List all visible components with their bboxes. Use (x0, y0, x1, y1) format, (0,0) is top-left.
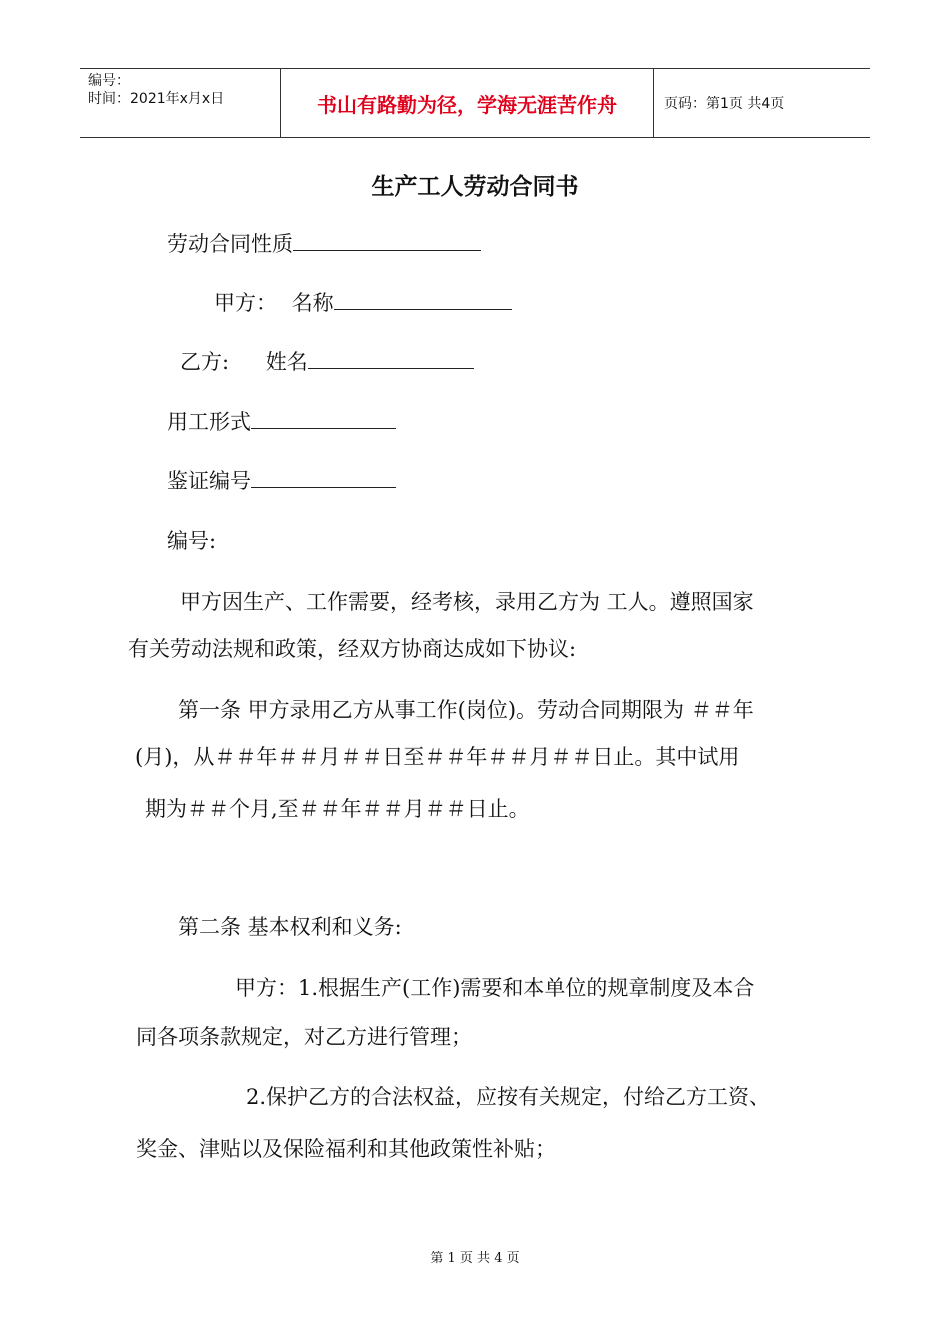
party-a-duty-1-line-1: 甲方：1.根据生产(工作)需要和本单位的规章制度及本合 (235, 976, 755, 1000)
document-header (80, 68, 870, 138)
verification-no-blank (251, 467, 396, 488)
document-title: 生产工人劳动合同书 (371, 173, 579, 200)
article-2-title: 第二条 基本权利和义务: (178, 915, 402, 939)
party-a-duty-2-line-2: 奖金、津贴以及保险福利和其他政策性补贴； (136, 1137, 556, 1161)
party-a-name-blank (334, 289, 512, 310)
contract-nature-field (167, 230, 481, 258)
header-page-info: 页码：第1页 共4页 (664, 96, 785, 112)
page-footer: 第 1 页 共 4 页 (430, 1251, 520, 1266)
party-b-name-label: 姓名 (265, 350, 308, 374)
contract-nature-label: 劳动合同性质 (167, 232, 293, 256)
header-time-label: 时间：2021年x月x日 (88, 91, 225, 107)
serial-no-label: 编号: (167, 529, 217, 553)
header-number-label: 编号： (88, 73, 130, 89)
party-b-field (180, 348, 474, 376)
verification-no-field (167, 467, 396, 495)
article-1-line-2: (月)，从＃＃年＃＃月＃＃日至＃＃年＃＃月＃＃日止。其中试用 (135, 745, 740, 769)
contract-nature-blank (293, 230, 481, 251)
party-a-name-label: 名称 (291, 291, 334, 315)
party-b-label: 乙方: (180, 350, 230, 374)
intro-line-1: 甲方因生产、工作需要，经考核，录用乙方为 工人。遵照国家 (180, 590, 754, 614)
employment-form-field (167, 408, 396, 436)
party-a-duty-2-line-1: 2.保护乙方的合法权益，应按有关规定，付给乙方工资、 (246, 1085, 771, 1109)
verification-no-label: 鉴证编号 (167, 469, 251, 493)
party-a-duty-1-line-2: 同各项条款规定，对乙方进行管理； (136, 1025, 472, 1049)
employment-form-label: 用工形式 (167, 410, 251, 434)
intro-line-2: 有关劳动法规和政策，经双方协商达成如下协议: (128, 637, 577, 661)
employment-form-blank (251, 408, 396, 429)
article-1-line-1: 第一条 甲方录用乙方从事工作(岗位)。劳动合同期限为 ＃＃年 (178, 698, 754, 722)
party-a-field (214, 289, 512, 317)
article-1-line-3: 期为＃＃个月,至＃＃年＃＃月＃＃日止。 (145, 797, 530, 821)
party-a-label: 甲方： (214, 291, 277, 315)
party-b-name-blank (308, 348, 474, 369)
header-meta (80, 69, 281, 137)
header-motto: 书山有路勤为径，学海无涯苦作舟 (281, 69, 654, 137)
